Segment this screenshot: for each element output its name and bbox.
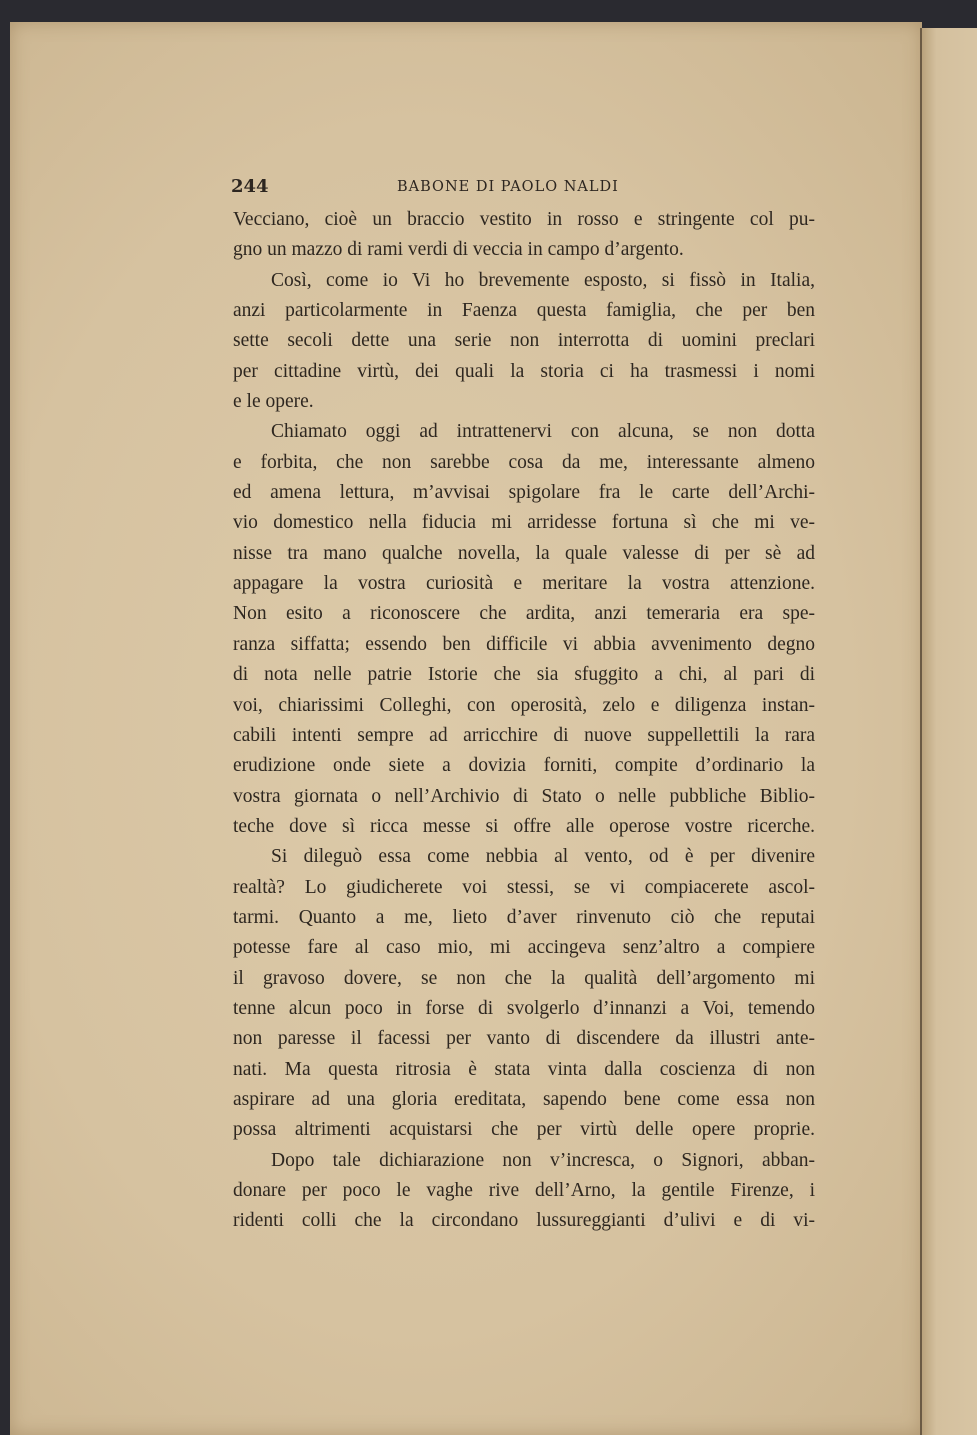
text-line: e forbita, che non sarebbe cosa da me, interessante almeno [233, 451, 815, 473]
text-line: non paresse il facessi per vanto di discendere da illustri ante- [233, 1028, 815, 1050]
text-line: di nota nelle patrie Istorie che sia sfuggito a chi, al pari di [233, 664, 815, 686]
page-number: 244 [231, 176, 269, 197]
facing-page-edge [920, 28, 977, 1435]
text-line: vio domestico nella fiducia mi arridesse fortuna sì che mi ve- [233, 512, 815, 534]
text-line: cabili intenti sempre ad arricchire di nuove suppellettili la rara [233, 724, 815, 746]
text-line: voi, chiarissimi Colleghi, con operosità, zelo e diligenza instan- [233, 694, 815, 716]
body-text [233, 205, 815, 1237]
text-line: ridenti colli che la circondano lussureggianti d’ulivi e di vi- [233, 1210, 815, 1232]
text-line: possa altrimenti acquistarsi che per virtù delle opere proprie. [233, 1119, 815, 1141]
running-head: BABONE DI PAOLO NALDI [397, 179, 619, 195]
text-line: aspirare ad una gloria ereditata, sapendo bene come essa non [233, 1088, 815, 1110]
text-line: Si dileguò essa come nebbia al vento, od è per divenire [271, 846, 815, 868]
text-line: tenne alcun poco in forse di svolgerlo d’innanzi a Voi, temendo [233, 997, 815, 1019]
text-line: realtà? Lo giudicherete voi stessi, se vi compiacerete ascol- [233, 876, 815, 898]
text-line: potesse fare al caso mio, mi accingeva senz’altro a compiere [233, 937, 815, 959]
text-line: Dopo tale dichiarazione non v’incresca, o Signori, abban- [271, 1149, 815, 1171]
text-line: donare per poco le vaghe rive dell’Arno, la gentile Firenze, i [233, 1180, 815, 1201]
text-line: anzi particolarmente in Faenza questa famiglia, che per ben [233, 300, 815, 322]
text-line: gno un mazzo di rami verdi di veccia in campo d’argento. [233, 239, 684, 261]
text-line: Non esito a riconoscere che ardita, anzi temeraria era spe- [233, 603, 815, 625]
text-line: teche dove sì ricca messe si offre alle operose vostre ricerche. [233, 815, 815, 837]
text-line: il gravoso dovere, se non che la qualità dell’argomento mi [233, 967, 815, 989]
text-line: tarmi. Quanto a me, lieto d’aver rinvenuto ciò che reputai [233, 906, 815, 928]
text-line: Chiamato oggi ad intrattenervi con alcuna, se non dotta [271, 421, 815, 443]
text-line: Così, come io Vi ho brevemente esposto, si fissò in Italia, [271, 269, 815, 291]
text-line: ed amena lettura, m’avvisai spigolare fra le carte dell’Archi- [233, 482, 815, 504]
text-line: nisse tra mano qualche novella, la quale valesse di per sè ad [233, 542, 815, 564]
text-line: vostra giornata o nell’Archivio di Stato o nelle pubbliche Biblio- [233, 785, 815, 807]
text-line: e le opere. [233, 391, 314, 413]
text-line: ranza siffatta; essendo ben difficile vi abbia avvenimento degno [233, 633, 815, 655]
text-line: erudizione onde siete a dovizia forniti, compite d’ordinario la [233, 755, 815, 777]
text-line: Vecciano, cioè un braccio vestito in rosso e stringente col pu- [233, 209, 815, 230]
text-line: per cittadine virtù, dei quali la storia ci ha trasmessi i nomi [233, 360, 815, 382]
text-line: nati. Ma questa ritrosia è stata vinta dalla coscienza di non [233, 1058, 815, 1080]
text-line: sette secoli dette una serie non interrotta di uomini preclari [233, 330, 815, 352]
text-line: appagare la vostra curiosità e meritare la vostra attenzione. [233, 573, 815, 595]
